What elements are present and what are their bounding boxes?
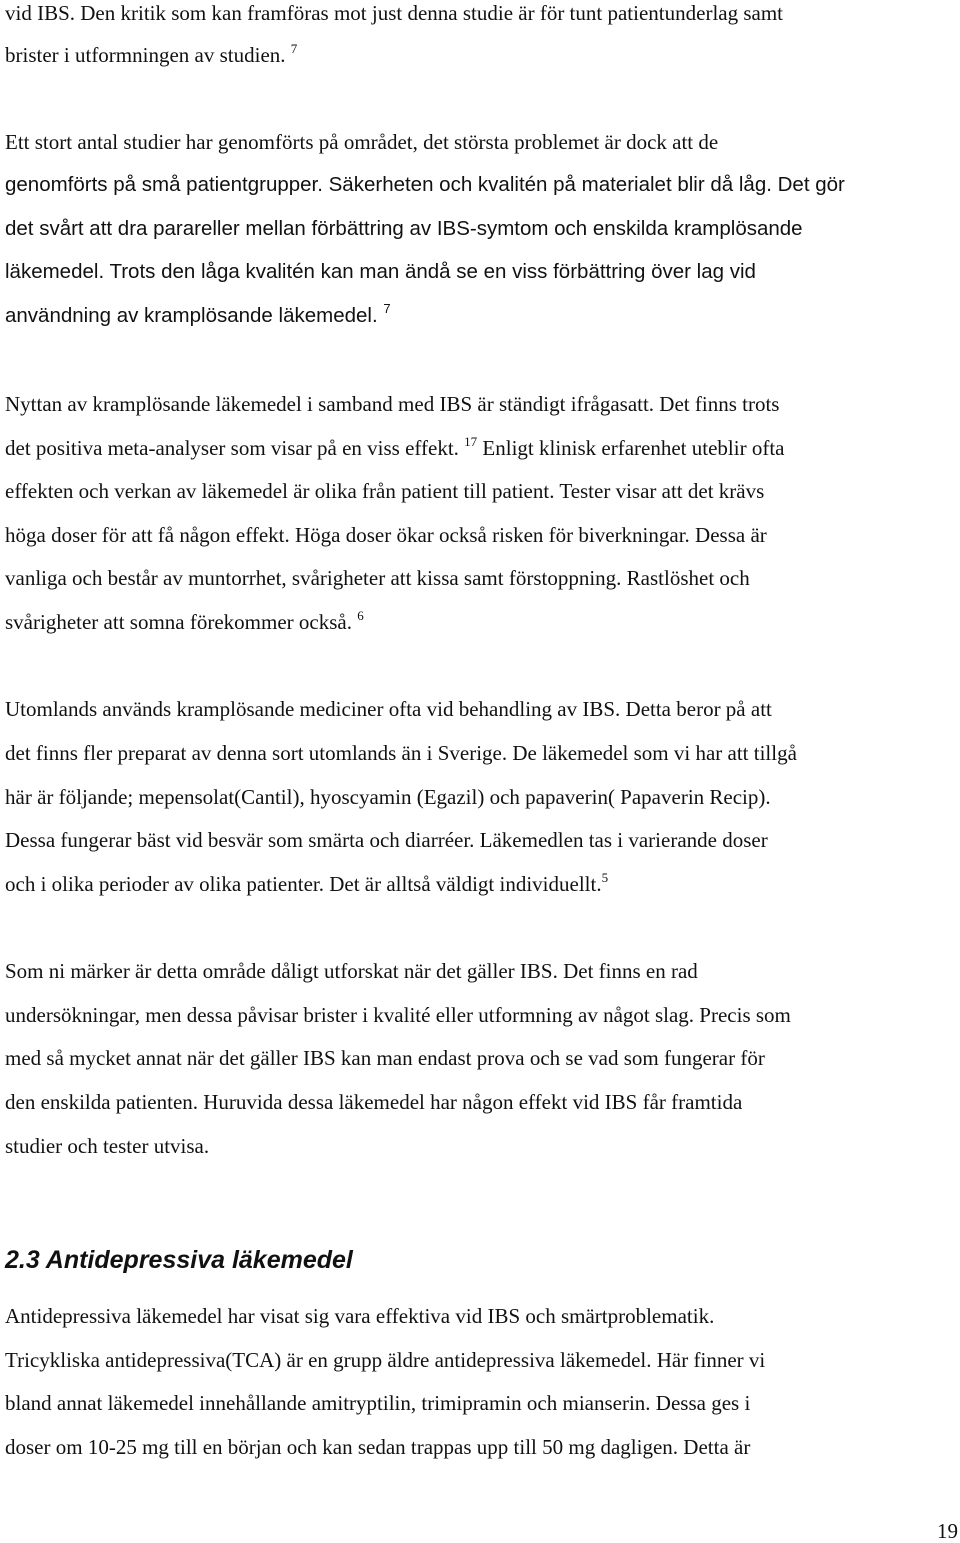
paragraph-line: här är följande; mepensolat(Cantil), hyoscyamin (Egazil) och papaverin( Papaverin Recip). [5, 785, 771, 809]
paragraph-line: Dessa fungerar bäst vid besvär som smärta och diarréer. Läkemedlen tas i varierande doser [5, 828, 768, 852]
paragraph-line: Som ni märker är detta område dåligt utforskat när det gäller IBS. Det finns en rad [5, 959, 698, 983]
paragraph-line: läkemedel. Trots den låga kvalitén kan man ändå se en viss förbättring över lag vid [5, 260, 756, 283]
paragraph-line: det svårt att dra parareller mellan förbättring av IBS-symtom och enskilda kramplösande [5, 217, 803, 240]
line-text: svårigheter att somna förekommer också. [5, 610, 352, 634]
reference-number: 17 [464, 434, 478, 449]
section-heading: 2.3 Antidepressiva läkemedel [5, 1246, 353, 1274]
paragraph-line [5, 303, 391, 329]
paragraph-line: vid IBS. Den kritik som kan framföras mot just denna studie är för tunt patientunderlag samt [5, 1, 784, 25]
paragraph-line [5, 435, 784, 461]
paragraph-line: Tricykliska antidepressiva(TCA) är en grupp äldre antidepressiva läkemedel. Här finner vi [5, 1348, 766, 1372]
paragraph-line: genomförts på små patientgrupper. Säkerheten och kvalitén på materialet blir då låg. Det gör [5, 173, 845, 196]
paragraph-line [5, 871, 608, 897]
line-text: användning av kramplösande läkemedel. [5, 304, 378, 327]
reference-number: 5 [601, 870, 609, 885]
paragraph-line: Utomlands används kramplösande mediciner ofta vid behandling av IBS. Detta beror på att [5, 697, 772, 721]
line-text: det positiva meta-analyser som visar på en viss effekt. [5, 436, 459, 460]
paragraph-line: doser om 10-25 mg till en början och kan sedan trappas upp till 50 mg dagligen. Detta är [5, 1435, 751, 1459]
paragraph-line: Ett stort antal studier har genomförts på området, det största problemet är dock att de [5, 130, 719, 154]
paragraph-line: höga doser för att få någon effekt. Höga doser ökar också risken för biverkningar. Dessa är [5, 523, 767, 547]
paragraph-line: bland annat läkemedel innehållande amitryptilin, trimipramin och mianserin. Dessa ges i [5, 1391, 751, 1415]
reference-number: 6 [357, 608, 364, 623]
paragraph-line: det finns fler preparat av denna sort utomlands än i Sverige. De läkemedel som vi har att tillgå [5, 741, 797, 765]
line-text: Enligt klinisk erfarenhet uteblir ofta [482, 436, 785, 460]
paragraph-line [5, 609, 364, 635]
paragraph-line [5, 42, 297, 68]
paragraph-line: Antidepressiva läkemedel har visat sig vara effektiva vid IBS och smärtproblematik. [5, 1304, 715, 1328]
page-number: 19 [937, 1519, 958, 1543]
paragraph-line: vanliga och består av muntorrhet, svårigheter att kissa samt förstoppning. Rastlöshet och [5, 566, 750, 590]
paragraph-line: undersökningar, men dessa påvisar brister i kvalité eller utformning av något slag. Precis som [5, 1003, 791, 1027]
paragraph-line: den enskilda patienten. Huruvida dessa läkemedel har någon effekt vid IBS får framtida [5, 1090, 743, 1114]
reference-number: 7 [383, 301, 391, 316]
paragraph-line: med så mycket annat när det gäller IBS kan man endast prova och se vad som fungerar för [5, 1046, 765, 1070]
line-text: och i olika perioder av olika patienter. Det är alltså väldigt individuellt. [5, 872, 602, 896]
paragraph-line: Nyttan av kramplösande läkemedel i samband med IBS är ständigt ifrågasatt. Det finns trots [5, 392, 780, 416]
paragraph-line: studier och tester utvisa. [5, 1134, 210, 1158]
reference-number: 7 [290, 41, 298, 56]
line-text: brister i utformningen av studien. [5, 43, 286, 67]
paragraph-line: effekten och verkan av läkemedel är olika från patient till patient. Tester visar att det krävs [5, 479, 765, 503]
